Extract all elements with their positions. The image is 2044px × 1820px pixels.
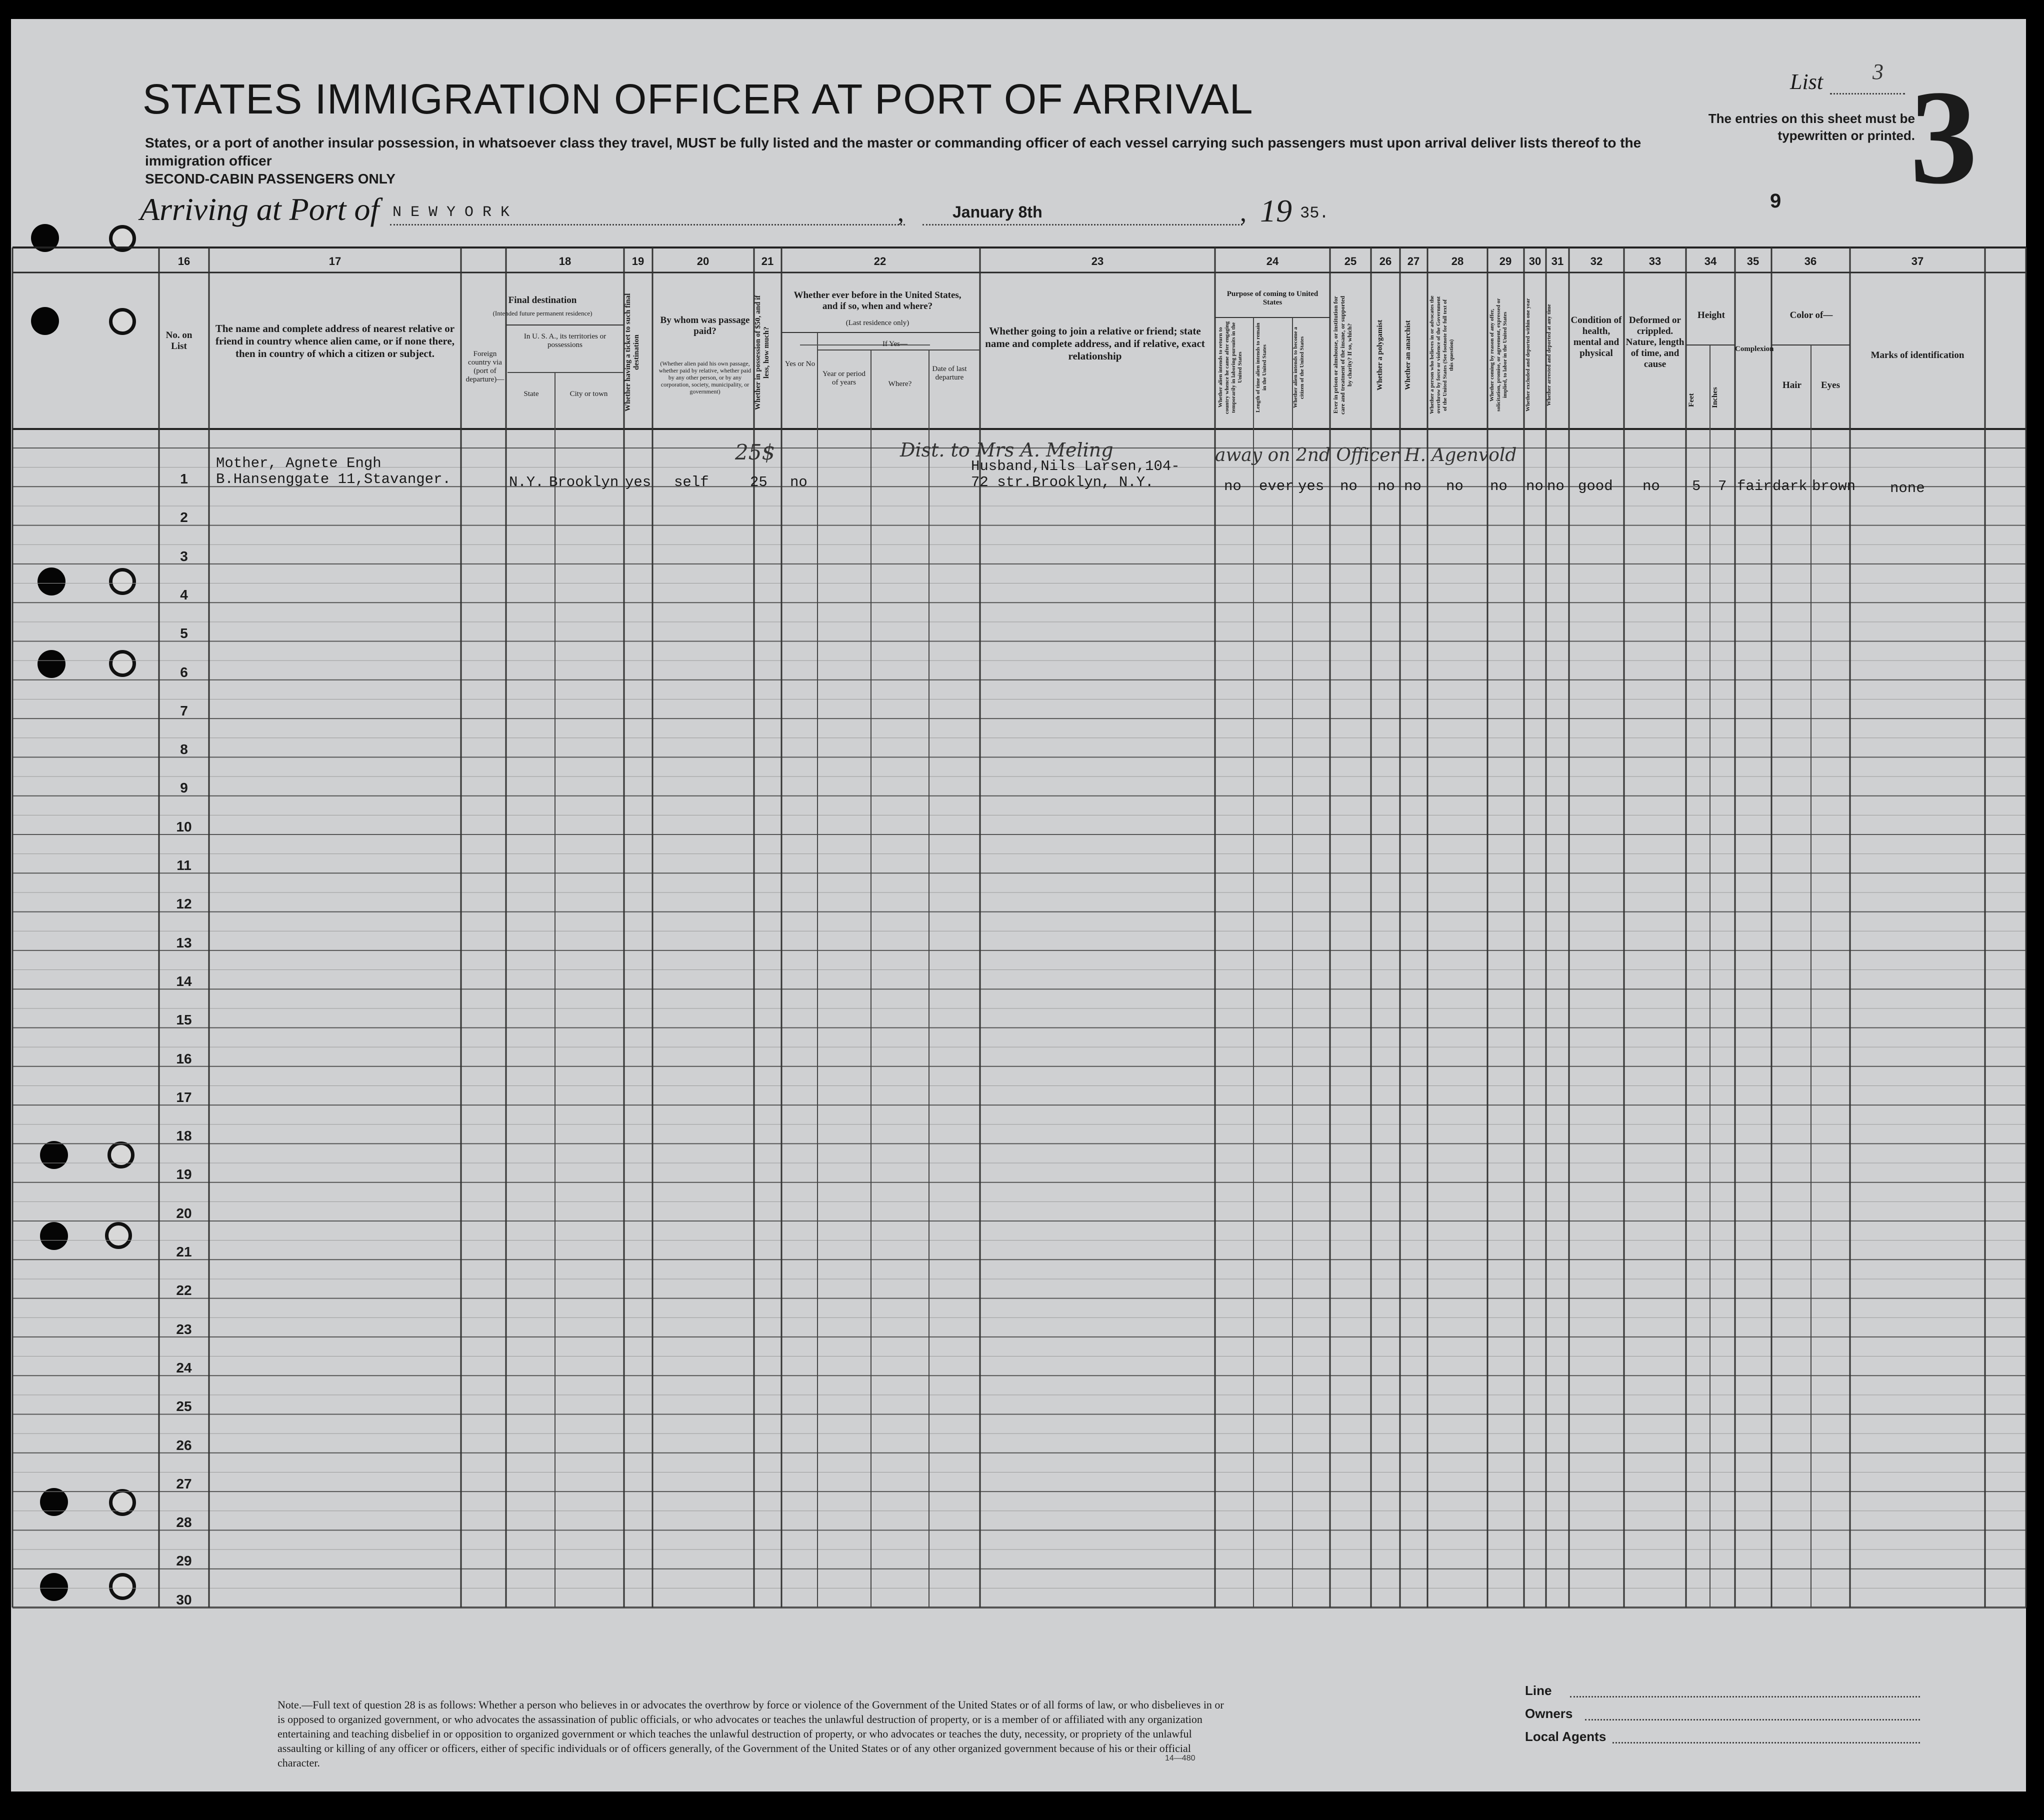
owners-field [1585, 1719, 1920, 1720]
comma: , [898, 198, 904, 227]
col20-header: By whom was passage paid? [660, 315, 750, 336]
row-number: 10 [176, 818, 192, 834]
col18-city: City or town [570, 390, 608, 398]
col30-header: Whether excluded and deported within one year [1525, 298, 1531, 412]
year-prefix: 19 [1260, 193, 1292, 228]
row-number: 4 [180, 586, 188, 602]
length-value: ever [1259, 478, 1294, 494]
col22-title: Whether ever before in the United States, and if so, when and where? [794, 290, 962, 312]
form-code: 14—480 [1165, 1754, 1196, 1762]
prison-value: no [1340, 478, 1358, 494]
col22-subtitle: (Last residence only) [846, 319, 910, 327]
comma: , [1240, 198, 1246, 227]
page-number: 9 [1770, 190, 1782, 212]
row-number: 29 [176, 1553, 192, 1569]
col28-header: Whether a person who believes in or advocates the overthrow by force or violence of the Government of the United States (See footnote for full text of this question) [1429, 296, 1454, 414]
return-value: no [1224, 478, 1242, 494]
row-number: 8 [180, 742, 188, 758]
citizen-value: yes [1298, 478, 1324, 494]
column-number: 28 [1451, 255, 1464, 268]
row-number: 23 [176, 1321, 192, 1337]
marks-value: none [1890, 480, 1925, 496]
ticket-value: yes [625, 474, 652, 490]
row-number: 17 [176, 1089, 192, 1105]
col26-header: Whether a polygamist [1376, 320, 1384, 390]
column-number: 18 [558, 255, 572, 268]
row-number: 22 [176, 1282, 192, 1298]
row-number: 2 [180, 510, 188, 526]
col27-header: Whether an anarchist [1404, 320, 1412, 390]
row-number: 12 [176, 896, 192, 912]
column-number: 31 [1551, 255, 1564, 268]
document-title: STATES IMMIGRATION OFFICER AT PORT OF ARRIVAL [142, 76, 1254, 122]
destination-state: N.Y. [509, 474, 544, 490]
col20-subheader: (Whether alien paid his own passage, whether paid by relative, whether paid by any other person, or by any corporation, society, municipality, or government) [658, 360, 752, 395]
eyes-value: brown [1812, 478, 1856, 494]
row-number: 5 [180, 626, 188, 642]
year-suffix: 35. [1300, 204, 1329, 222]
col29-header: Whether coming by reason of any offer, solicitation, promise, or agreement, expressed or implied, to labor in the United States [1489, 298, 1508, 412]
col24-length: Length of time alien intends to remain in the United States [1255, 322, 1268, 412]
owners-label: Owners [1525, 1706, 1573, 1721]
column-number: 34 [1704, 255, 1717, 268]
row-number: 3 [180, 548, 188, 564]
col25-header: Ever in prison or almshouse, or institution for care and treatment of the insane, or supported by charity? If so, which? [1332, 296, 1353, 414]
row-number: 15 [176, 1012, 192, 1028]
col18-foreign: Foreign country via (port of departure)— [466, 350, 504, 384]
line-label: Line [1525, 1683, 1552, 1698]
col34-inches: Inches [1711, 387, 1719, 408]
row-number: 27 [176, 1476, 192, 1492]
col22-yesno: Yes or No [784, 360, 816, 368]
col32-header: Condition of health, mental and physical [1570, 315, 1622, 358]
sheet-number: 3 [1910, 62, 1978, 212]
col18-usa: In U. S. A., its territories or possessions [524, 332, 606, 349]
column-number: 35 [1746, 255, 1760, 268]
column-number: 29 [1499, 255, 1512, 268]
col34-feet: Feet [1688, 393, 1696, 407]
col21-header: Whether in possession of $50, and if less, how much? [754, 295, 770, 410]
column-number: 30 [1528, 255, 1542, 268]
col34-title: Height [1698, 310, 1725, 320]
entries-note: The entries on this sheet must be typewritten or printed. [1708, 111, 1915, 143]
intro-class: SECOND-CABIN PASSENGERS ONLY [145, 171, 396, 186]
arrested-value: no [1547, 478, 1564, 494]
col36-title: Color of— [1790, 310, 1833, 320]
column-number: 23 [1091, 255, 1104, 268]
col22-years: Year or period of years [822, 370, 866, 386]
date-value: January 8th [952, 203, 1042, 221]
row-number: 6 [180, 664, 188, 680]
row-number: 18 [176, 1128, 192, 1144]
row-number: 19 [176, 1166, 192, 1182]
column-number: 37 [1911, 255, 1924, 268]
money-handwritten: 25$ [735, 440, 776, 464]
arriving-label: Arriving at Port of [140, 192, 380, 227]
col22-where: Where? [888, 380, 912, 388]
row-number: 9 [180, 780, 188, 796]
column-number: 26 [1379, 255, 1392, 268]
col18-title: Final destination [508, 295, 577, 306]
intro-line: States, or a port of another insular possession, in whatsoever class they travel, MUST be fully listed and the master or commanding officer of each vessel carrying such passengers must upon arrival deliver lists thereof to the immigration officer [145, 135, 1642, 168]
column-number: 22 [874, 255, 886, 268]
line-field [1570, 1696, 1920, 1698]
row-number: 26 [176, 1437, 192, 1453]
relative-name: Mother, Agnete Engh [216, 455, 382, 472]
col37-header: Marks of identification [1870, 350, 1964, 360]
col33-header: Deformed or crippled. Nature, length of time, and cause [1626, 315, 1684, 370]
agents-label: Local Agents [1525, 1729, 1606, 1744]
row-number: 24 [176, 1360, 192, 1376]
col18-subtitle: (Intended future permanent residence) [492, 310, 592, 317]
polygamist-value: no [1378, 478, 1395, 494]
column-number: 33 [1648, 255, 1662, 268]
column-number: 17 [328, 255, 342, 268]
row-number: 30 [176, 1592, 192, 1608]
money-value: 25 [750, 474, 768, 490]
row-number: 28 [176, 1514, 192, 1530]
column-number: 36 [1804, 255, 1817, 268]
col36-eyes: Eyes [1821, 380, 1840, 390]
offer-value: no [1490, 478, 1508, 494]
passage-value: self [674, 474, 709, 490]
join-line2: 72 str.Brooklyn, N.Y. [971, 474, 1154, 490]
col24-title: Purpose of coming to United States [1226, 290, 1318, 306]
row-number: 16 [176, 1050, 192, 1066]
overthrow-value: no [1446, 478, 1464, 494]
column-number: 19 [632, 255, 644, 268]
col23-header: Whether going to join a relative or friend; state name and complete address, and if relative, exact relationship [985, 325, 1205, 362]
column-number: 21 [761, 255, 774, 268]
handwritten-annotation: Dist. to Mrs A. Meling [900, 439, 1114, 461]
list-label: List [1790, 70, 1824, 94]
row-number: 21 [176, 1244, 192, 1260]
port-value: N E W Y O R K [392, 204, 510, 221]
row-number: 11 [176, 858, 192, 873]
col17-header: The name and complete address of nearest relative or friend in country whence alien came, or if none there, then in country of which a citizen or subject. [215, 322, 455, 360]
col24-return: Whether alien intends to return to country whence he came after engaging temporarily in laboring pursuits in the United States [1218, 321, 1243, 414]
footnote: Note.—Full text of question 28 is as follows: Whether a person who believes in or advocates the overthrow by force or violence of the Government of the United States or of all forms of law, or who disbelieves in or is opposed to organized government, or who advocates the assassination of public officials, or who advocates or teaches the unlawful destruction of property, or is a member of or affiliated with any organization entertaining and teaching disbelief in or opposition to organized government or which teaches the unlawful destruction of property, or who advocates or teaches the duty, necessity, or propriety of the unlawful assaulting or killing of any officer or officers, either of specific individuals or of officers generally, of the Government of the United States or of any other organized government because of his or their official character. [278, 1698, 1224, 1769]
hair-value: dark [1772, 478, 1808, 494]
column-number: 25 [1344, 255, 1357, 268]
row-number: 1 [180, 471, 188, 486]
col24-citizen: Whether alien intends to become a citizen of the United States [1292, 326, 1305, 408]
column-number: 27 [1407, 255, 1420, 268]
row-number: 14 [176, 973, 192, 989]
complexion-value: fair [1737, 478, 1772, 494]
column-number: 20 [696, 255, 710, 268]
col22-date: Date of last departure [932, 365, 967, 382]
row-number: 20 [176, 1205, 192, 1221]
inches-value: 7 [1718, 478, 1727, 494]
feet-value: 5 [1692, 478, 1701, 494]
row-number: 25 [176, 1398, 192, 1414]
col36-hair: Hair [1782, 380, 1802, 390]
col16-header: No. on List [166, 330, 192, 352]
excluded-value: no [1526, 478, 1544, 494]
col19-header: Whether having a ticket to such final destination [624, 293, 640, 412]
deformed-value: no [1642, 478, 1660, 494]
row-number: 7 [180, 702, 188, 718]
destination-city: Brooklyn [549, 474, 619, 490]
relative-address: B.Hansenggate 11,Stavanger. [216, 471, 451, 488]
col18-state: State [524, 390, 539, 398]
column-number: 16 [178, 255, 190, 268]
agents-field [1612, 1742, 1920, 1744]
col35-header: Complexion [1735, 345, 1774, 353]
column-number: 24 [1266, 255, 1279, 268]
anarchist-value: no [1404, 478, 1422, 494]
handwritten-annotation-officer: away on 2nd Officer H. Agenvold [1215, 445, 1517, 466]
list-number: 3 [1872, 60, 1884, 84]
column-number: 32 [1590, 255, 1603, 268]
col31-header: Whether arrested and deported at any time [1546, 304, 1552, 406]
before-value: no [790, 474, 808, 490]
row-number: 13 [176, 934, 192, 950]
col22-ifyes: If Yes— [882, 340, 908, 348]
join-line1: Husband,Nils Larsen,104- [971, 458, 1180, 474]
health-value: good [1578, 478, 1613, 494]
